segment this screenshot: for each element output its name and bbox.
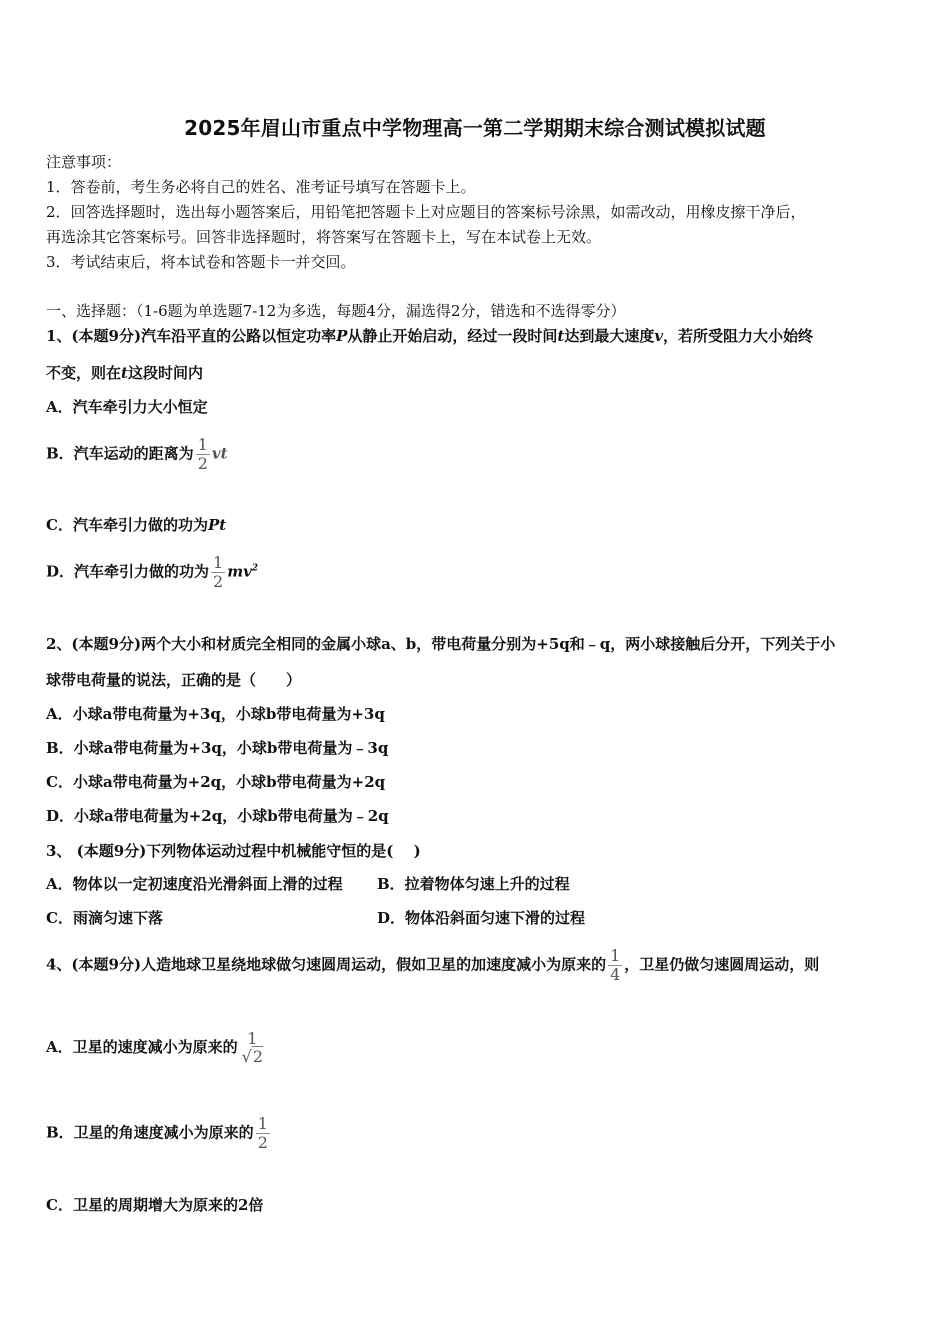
sqrt-icon: √2 bbox=[241, 1047, 264, 1066]
notice-heading: 注意事项： bbox=[46, 153, 122, 171]
section-heading: 一、选择题：（1-6题为单选题7-12为多选，每题4分，漏选得2分，错选和不选得零分） bbox=[46, 302, 626, 320]
q4-option-b: B．卫星的角速度减小为原来的 $\frac{1}{2}$ bbox=[46, 1114, 268, 1152]
q3-option-d: D．物体沿斜面匀速下滑的过程 bbox=[377, 909, 586, 927]
q2-option-a: A．小球a带电荷量为+3q，小球b带电荷量为+3q bbox=[46, 705, 385, 723]
fraction: $\frac{1}{2}$ bbox=[197, 435, 208, 473]
q3-option-a: A．物体以一定初速度沿光滑斜面上滑的过程 bbox=[46, 875, 343, 893]
notice-item-1: 1．答卷前，考生务必将自己的姓名、准考证号填写在答题卡上。 bbox=[46, 178, 476, 196]
q1-option-c: C．汽车牵引力做的功为Pt bbox=[46, 516, 227, 534]
q2-stem-line2: 球带电荷量的说法，正确的是（ ） bbox=[46, 671, 302, 689]
q2-stem-line1: 2、(本题9分)两个大小和材质完全相同的金属小球a、b，带电荷量分别为+5q和﹣q，两小球接触后分开，下列关于小 bbox=[46, 635, 836, 653]
q2-option-b: B．小球a带电荷量为+3q，小球b带电荷量为﹣3q bbox=[46, 739, 389, 757]
q2-option-c: C．小球a带电荷量为+2q，小球b带电荷量为+2q bbox=[46, 773, 386, 791]
q1-stem-line1: 1、(本题9分)汽车沿平直的公路以恒定功率P从静止开始启动，经过一段时间t达到最大速度v，若所受阻力大小始终 bbox=[46, 327, 814, 345]
q3-option-b: B．拉着物体匀速上升的过程 bbox=[377, 875, 570, 893]
q4-stem: 4、(本题9分)人造地球卫星绕地球做匀速圆周运动，假如卫星的加速度减小为原来的 $\frac{1}{4}$ ，卫星仍做匀速圆周运动，则 bbox=[46, 946, 820, 984]
fraction: $\frac{1}{4}$ bbox=[610, 946, 621, 984]
notice-item-2: 2．回答选择题时，选出每小题答案后，用铅笔把答题卡上对应题目的答案标号涂黑，如需改动，用橡皮擦干净后， bbox=[46, 203, 806, 221]
q2-option-d: D．小球a带电荷量为+2q，小球b带电荷量为﹣2q bbox=[46, 807, 389, 825]
fraction: 1 √2 bbox=[241, 1029, 264, 1066]
fraction: $\frac{1}{2}$ bbox=[257, 1114, 268, 1152]
q3-stem: 3、 (本题9分)下列物体运动过程中机械能守恒的是( ) bbox=[46, 842, 421, 860]
q4-option-a: A．卫星的速度减小为原来的 1 √2 bbox=[46, 1029, 264, 1066]
q1-option-d: D．汽车牵引力做的功为 $\frac{1}{2}$ $mv^2$ bbox=[46, 553, 259, 591]
page-title: 2025年眉山市重点中学物理高一第二学期期末综合测试模拟试题 bbox=[184, 116, 766, 140]
q1-option-b: B．汽车运动的距离为 $\frac{1}{2}$ vt bbox=[46, 435, 228, 473]
q4-option-c: C．卫星的周期增大为原来的2倍 bbox=[46, 1196, 264, 1214]
q1-stem-line2: 不变，则在t这段时间内 bbox=[46, 364, 203, 382]
q3-option-c: C．雨滴匀速下落 bbox=[46, 909, 163, 927]
notice-item-3: 3．考试结束后，将本试卷和答题卡一并交回。 bbox=[46, 253, 356, 271]
fraction: $\frac{1}{2}$ bbox=[213, 553, 224, 591]
notice-item-2-cont: 再选涂其它答案标号。回答非选择题时，将答案写在答题卡上，写在本试卷上无效。 bbox=[46, 228, 602, 246]
q1-option-a: A．汽车牵引力大小恒定 bbox=[46, 398, 208, 416]
